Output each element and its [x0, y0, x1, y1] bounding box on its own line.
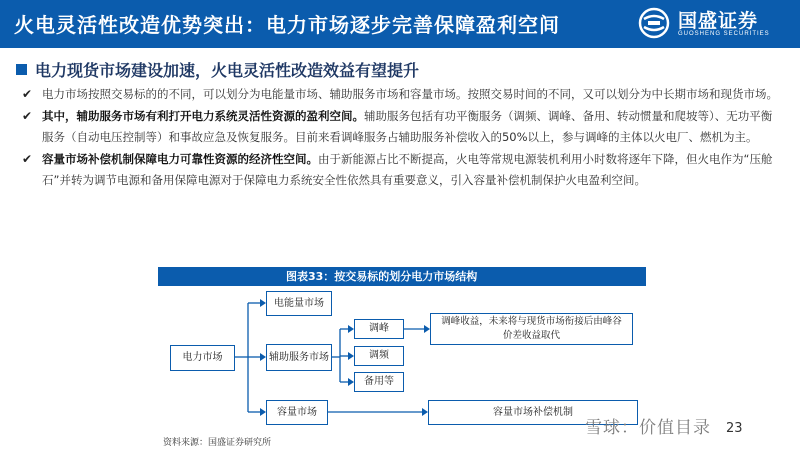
node-capacity-market: 容量市场: [266, 400, 328, 425]
logo-name-cn: 国盛证券: [678, 10, 759, 32]
node-capacity-note: 容量市场补偿机制: [428, 400, 638, 425]
watermark: 雪球：价值目录: [585, 418, 711, 438]
checkmark-icon: ✔: [22, 109, 33, 123]
section-title-text: 电力现货市场建设加速，火电灵活性改造效益有望提升: [35, 60, 420, 80]
bullet-bold: 容量市场补偿机制保障电力可靠性资源的经济性空间。: [42, 152, 318, 166]
node-energy-market: 电能量市场: [266, 291, 332, 316]
node-peak-shaving: 调峰: [354, 319, 404, 339]
checkmark-icon: ✔: [22, 152, 33, 166]
node-ancillary-market: 辅助服务市场: [266, 344, 332, 371]
page-title: 火电灵活性改造优势突出：电力市场逐步完善保障盈利空间: [14, 13, 560, 37]
node-peak-note: 调峰收益，未来将与现货市场衔接后由峰谷价差收益取代: [430, 313, 633, 345]
source-note: 资料来源：国盛证券研究所: [163, 438, 272, 448]
bullet-text: 辅助服务包括有功平衡服务（调频、调峰、备用、转动惯量和爬坡等）、无功平衡服务（自动电压控制等）和事故应急及恢复服务。目前来看调峰服务占辅助服务补偿收入的50%以上，参与调峰的主体以火电厂、燃机为主。: [42, 109, 773, 144]
logo-name-en: GUOSHENG SECURITIES: [678, 31, 770, 37]
page-number: 23: [726, 421, 743, 436]
node-frequency-regulation: 调频: [354, 346, 404, 366]
bullet-bold: 其中，辅助服务市场有利打开电力系统灵活性资源的盈利空间。: [42, 109, 364, 123]
bullet-text: 由于新能源占比不断提高，火电等常规电源装机利用小时数将逐年下降，但火电作为“压舱石”并转为调节电源和备用保障电源对于保障电力系统安全性依然具有重要意义，引入容量补偿机制保护火电盈利空间。: [42, 152, 773, 187]
node-reserve: 备用等: [354, 372, 404, 392]
figure-title: 图表33：按交易标的划分电力市场结构: [158, 267, 646, 286]
checkmark-icon: ✔: [22, 87, 33, 101]
bullet-text: 电力市场按照交易标的的不同，可以划分为电能量市场、辅助服务市场和容量市场。按照交易时间的不同，又可以划分为中长期市场和现货市场。: [42, 87, 778, 101]
node-power-market: 电力市场: [170, 345, 235, 371]
